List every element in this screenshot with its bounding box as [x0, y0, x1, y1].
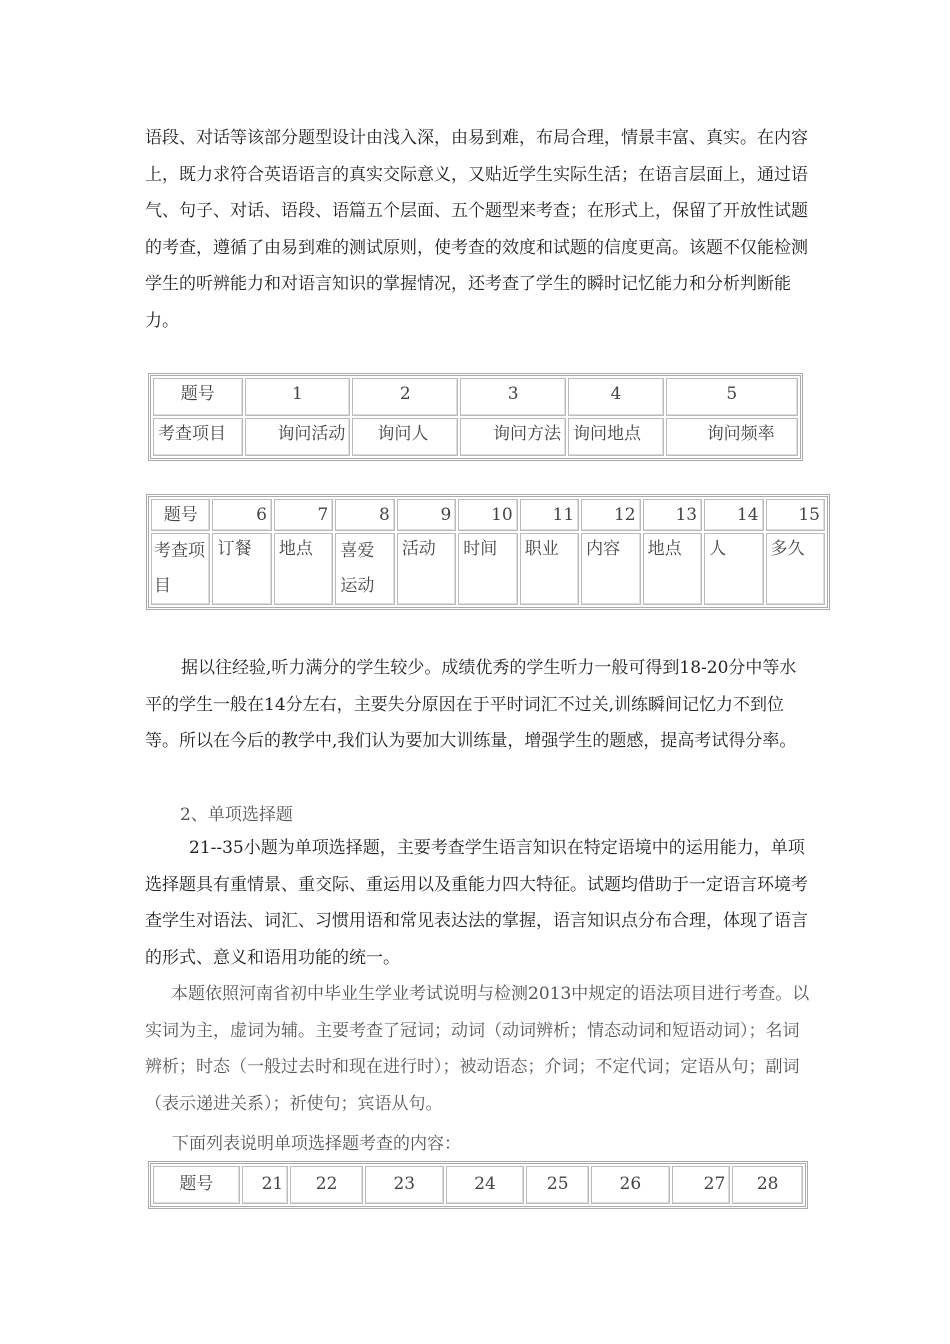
listening-table-1: [148, 373, 803, 461]
table-cell: 10: [458, 499, 517, 531]
table-cell: 13: [643, 499, 702, 531]
table-cell: 22: [290, 1166, 363, 1204]
intro-paragraph: 语段、对话等该部分题型设计由浅入深，由易到难，布局合理，情景丰富、真实。在内容上，既力求符合英语语言的真实交际意义，又贴近学生实际生活；在语言层面上，通过语气、句子、对话、语段、语篇五个层面、五个题型来考查；在形式上，保留了开放性试题的考查，遵循了由易到难的测试原则，使考查的效度和试题的信度更高。该题不仅能检测学生的听辨能力和对语言知识的掌握情况，还考查了学生的瞬时记忆能力和分析判断能力。: [145, 128, 808, 331]
table-cell: 订餐: [212, 533, 271, 605]
table-row: [151, 499, 825, 531]
table-cell: 28: [732, 1166, 803, 1204]
table-cell: 考查项目: [151, 533, 210, 605]
list-intro: 下面列表说明单项选择题考查的内容：: [172, 1134, 461, 1154]
table-cell: 询问地点: [568, 418, 664, 456]
table-cell: 26: [591, 1166, 670, 1204]
experience-paragraph: 据以往经验,听力满分的学生较少。成绩优秀的学生听力一般可得到18-20分中等水平的学生一般在14分左右，主要失分原因在于平时词汇不过关,训练瞬间记忆力不到位等。所以在今后的教学中,我们认为要加大训练量，增强学生的题感，提高考试得分率。: [145, 658, 797, 751]
table-cell: 询问方法: [460, 418, 566, 456]
table-cell: 1: [245, 378, 351, 416]
table-cell: 职业: [520, 533, 579, 605]
table-row: [151, 533, 825, 605]
table-cell: 多久: [766, 533, 825, 605]
table-cell: 考查项目: [153, 418, 243, 456]
table-row: [153, 378, 798, 416]
table-cell: 9: [397, 499, 456, 531]
table-row: [153, 418, 798, 456]
table-cell: 15: [766, 499, 825, 531]
table-cell: 14: [704, 499, 763, 531]
table-cell: 询问频率: [666, 418, 798, 456]
table-cell: 询问活动: [245, 418, 351, 456]
table-cell: 2: [352, 378, 458, 416]
table-cell: 6: [212, 499, 271, 531]
table-cell: 23: [365, 1166, 444, 1204]
table-row: [153, 1166, 803, 1204]
table-cell: 内容: [581, 533, 640, 605]
table-cell: 8: [335, 499, 394, 531]
single-choice-table: [148, 1161, 808, 1209]
table-cell: 27: [672, 1166, 731, 1204]
table-cell: 3: [460, 378, 566, 416]
table-cell: 25: [526, 1166, 589, 1204]
grammar-paragraph: 本题依照河南省初中毕业生学业考试说明与检测2013中规定的语法项目进行考查。以实词为主，虚词为辅。主要考查了冠词；动词（动词辨析；情态动词和短语动词）；名词辨析；时态（一般过去时和现在进行时）；被动语态；介词；不定代词；定语从句；副词（表示递进关系）；祈使句；宾语从句。: [145, 984, 810, 1114]
single-choice-paragraph: 21--35小题为单项选择题，主要考查学生语言知识在特定语境中的运用能力，单项选择题具有重情景、重交际、重运用以及重能力四大特征。试题均借助于一定语言环境考查学生对语法、词汇、习惯用语和常见表达法的掌握，语言知识点分布合理，体现了语言的形式、意义和语用功能的统一。: [145, 838, 808, 968]
table-cell: 询问人: [352, 418, 458, 456]
table-cell: 题号: [153, 1166, 240, 1204]
listening-table-2: [146, 494, 830, 610]
table-cell: 人: [704, 533, 763, 605]
table-cell: 5: [666, 378, 798, 416]
table-cell: 活动: [397, 533, 456, 605]
table-cell: 21: [242, 1166, 288, 1204]
table-cell: 24: [446, 1166, 525, 1204]
table-cell: 地点: [274, 533, 333, 605]
table-cell: 11: [520, 499, 579, 531]
table-cell: 题号: [151, 499, 210, 531]
table-cell: 喜爱运动: [335, 533, 394, 605]
table-cell: 4: [568, 378, 664, 416]
table-cell: 地点: [643, 533, 702, 605]
section-heading: 2、单项选择题: [180, 805, 293, 825]
table-cell: 12: [581, 499, 640, 531]
table-cell: 题号: [153, 378, 243, 416]
table-cell: 时间: [458, 533, 517, 605]
table-cell: 7: [274, 499, 333, 531]
